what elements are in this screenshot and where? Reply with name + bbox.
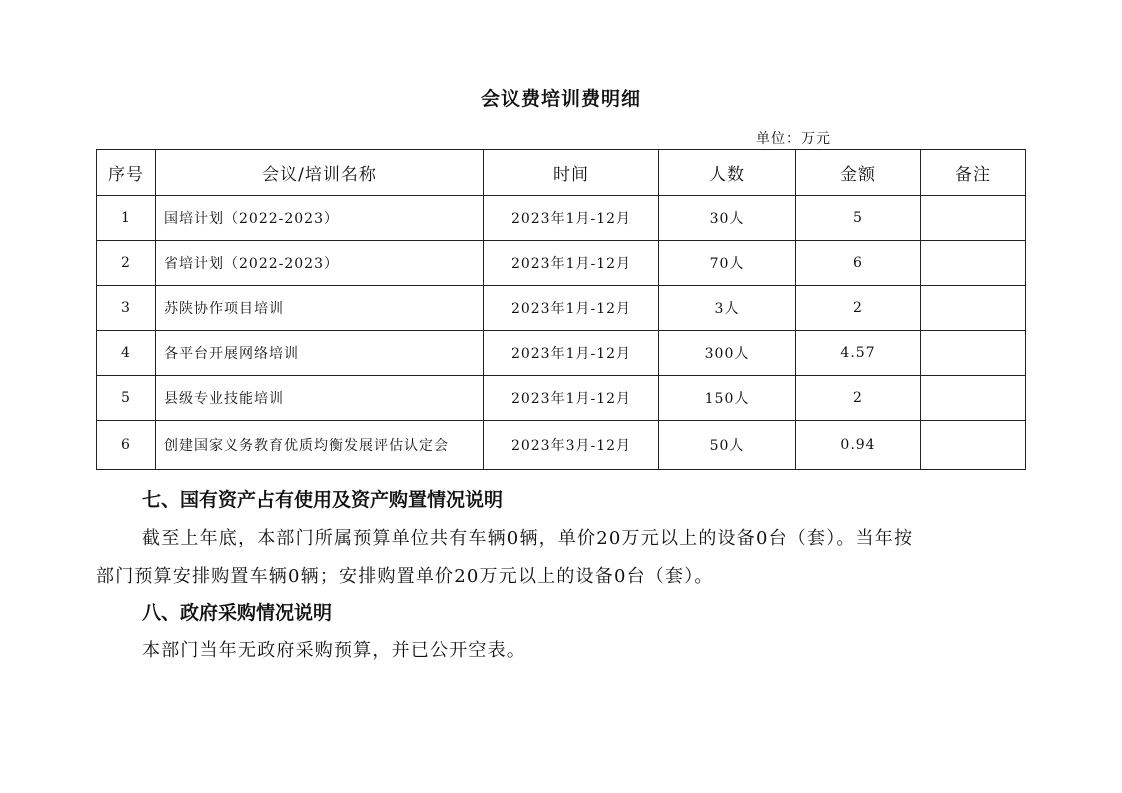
table-header-row [97, 150, 1026, 196]
cell-remark [921, 196, 1026, 241]
section-8-heading: 八、政府采购情况说明 [142, 602, 333, 624]
cell-name: 县级专业技能培训 [156, 376, 484, 421]
cell-people: 50人 [659, 421, 796, 470]
cell-time: 2023年3月-12月 [484, 421, 659, 470]
cell-people: 70人 [659, 241, 796, 286]
table-row [97, 241, 1026, 286]
header-time: 时间 [484, 150, 659, 196]
section-7-heading: 七、国有资产占有使用及资产购置情况说明 [142, 489, 504, 511]
table-row [97, 286, 1026, 331]
section-8-paragraph: 本部门当年无政府采购预算，并已公开空表。 [142, 640, 526, 661]
cell-remark [921, 421, 1026, 470]
header-amount: 金额 [796, 150, 921, 196]
cell-seq: 4 [97, 331, 156, 376]
section-7-paragraph-line-2: 部门预算安排购置车辆0辆；安排购置单价20万元以上的设备0台（套）。 [96, 566, 714, 587]
cell-seq: 6 [97, 421, 156, 470]
unit-label: 单位：万元 [756, 131, 831, 147]
table-row [97, 376, 1026, 421]
cell-time: 2023年1月-12月 [484, 331, 659, 376]
cell-people: 150人 [659, 376, 796, 421]
cell-people: 300人 [659, 331, 796, 376]
cell-name: 省培计划（2022-2023） [156, 241, 484, 286]
table-row [97, 331, 1026, 376]
table-row [97, 421, 1026, 470]
page-title: 会议费培训费明细 [480, 88, 641, 110]
header-seq: 序号 [97, 150, 156, 196]
cell-remark [921, 286, 1026, 331]
cell-seq: 2 [97, 241, 156, 286]
cell-seq: 5 [97, 376, 156, 421]
header-name: 会议/培训名称 [156, 150, 484, 196]
cell-time: 2023年1月-12月 [484, 196, 659, 241]
section-7-paragraph-line-1: 截至上年底，本部门所属预算单位共有车辆0辆，单价20万元以上的设备0台（套）。当年按 [142, 528, 914, 549]
cell-time: 2023年1月-12月 [484, 241, 659, 286]
cell-name: 各平台开展网络培训 [156, 331, 484, 376]
cell-people: 3人 [659, 286, 796, 331]
cell-remark [921, 376, 1026, 421]
cell-seq: 1 [97, 196, 156, 241]
header-remark: 备注 [921, 150, 1026, 196]
cell-amount: 5 [796, 196, 921, 241]
cell-amount: 4.57 [796, 331, 921, 376]
cell-name: 苏陕协作项目培训 [156, 286, 484, 331]
cell-time: 2023年1月-12月 [484, 286, 659, 331]
expense-table [96, 149, 1026, 470]
cell-time: 2023年1月-12月 [484, 376, 659, 421]
cell-remark [921, 331, 1026, 376]
cell-name: 创建国家义务教育优质均衡发展评估认定会 [156, 421, 484, 470]
cell-amount: 6 [796, 241, 921, 286]
cell-people: 30人 [659, 196, 796, 241]
cell-remark [921, 241, 1026, 286]
cell-amount: 0.94 [796, 421, 921, 470]
cell-amount: 2 [796, 376, 921, 421]
header-people: 人数 [659, 150, 796, 196]
table-row [97, 196, 1026, 241]
cell-seq: 3 [97, 286, 156, 331]
cell-amount: 2 [796, 286, 921, 331]
cell-name: 国培计划（2022-2023） [156, 196, 484, 241]
